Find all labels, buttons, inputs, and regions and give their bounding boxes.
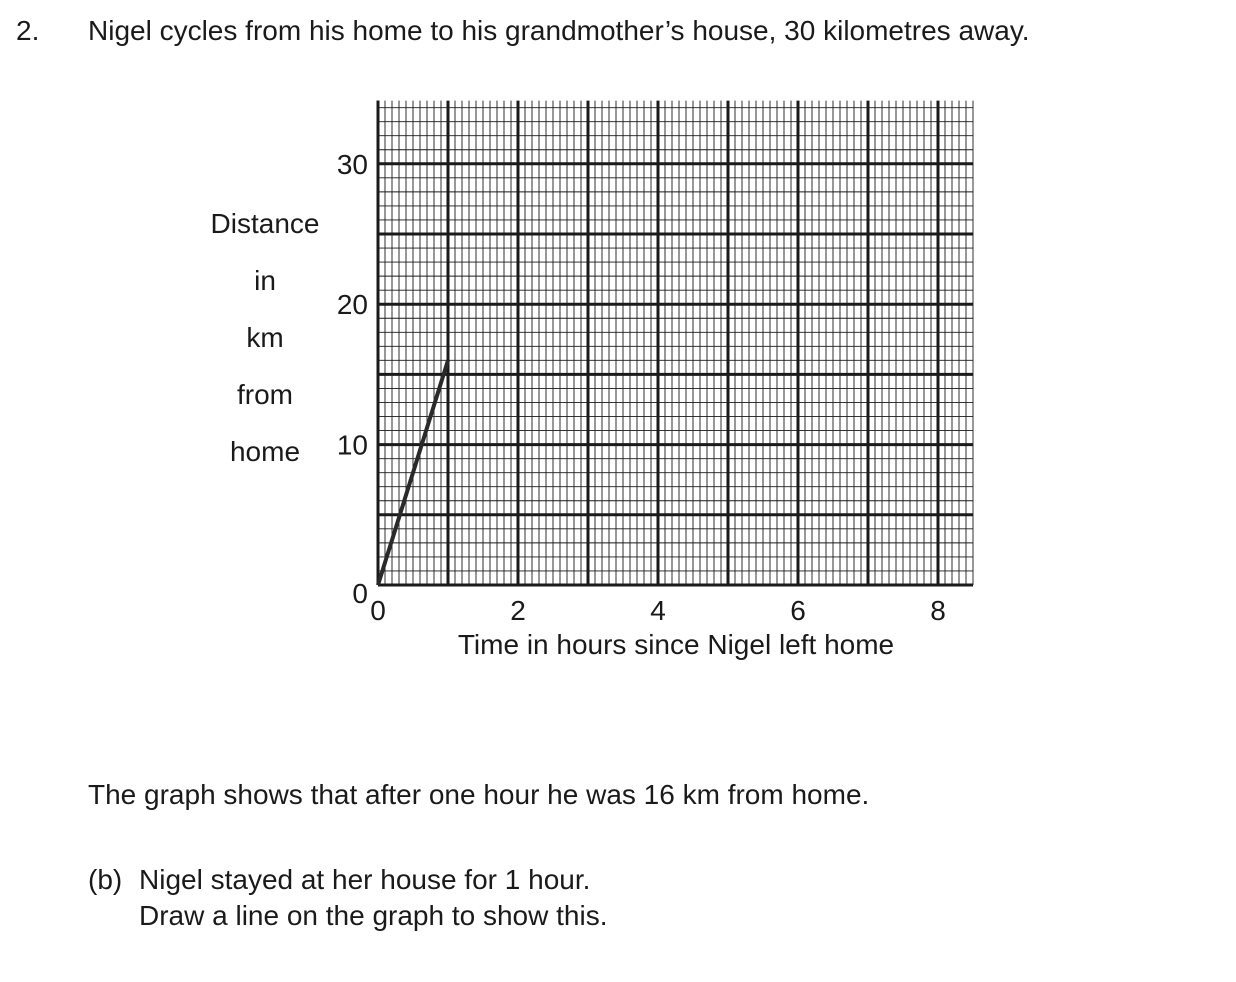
x-tick-label: 4 — [650, 595, 666, 626]
part-b-label: (b) — [88, 864, 123, 895]
y-axis-label-word: home — [229, 436, 301, 467]
graph-statement: The graph shows that after one hour he was 16 km from home. — [88, 779, 870, 810]
y-axis-label-word: in — [254, 265, 276, 296]
x-tick-label: 8 — [930, 595, 946, 626]
x-tick-label: 2 — [510, 595, 526, 626]
graph-grid — [378, 101, 973, 585]
y-axis-label-word: Distance — [210, 208, 320, 239]
x-tick-label: 6 — [790, 595, 806, 626]
y-tick-label: 10 — [336, 429, 368, 461]
y-axis-label-word: from — [237, 379, 293, 410]
x-axis-title: Time in hours since Nigel left home — [457, 629, 895, 660]
y-tick-label: 30 — [336, 148, 368, 180]
part-b-instruction-1: Nigel stayed at her house for 1 hour. — [139, 864, 591, 895]
x-tick-label: 0 — [370, 595, 386, 626]
question-number: 2. — [16, 15, 40, 46]
y-tick-label: 20 — [336, 289, 368, 321]
y-axis-label-word: km — [246, 322, 284, 353]
y-tick-label: 0 — [352, 578, 368, 609]
question-stem: Nigel cycles from his home to his grandmother’s house, 30 kilometres away. — [88, 15, 1030, 46]
part-b-instruction-2: Draw a line on the graph to show this. — [139, 900, 608, 931]
